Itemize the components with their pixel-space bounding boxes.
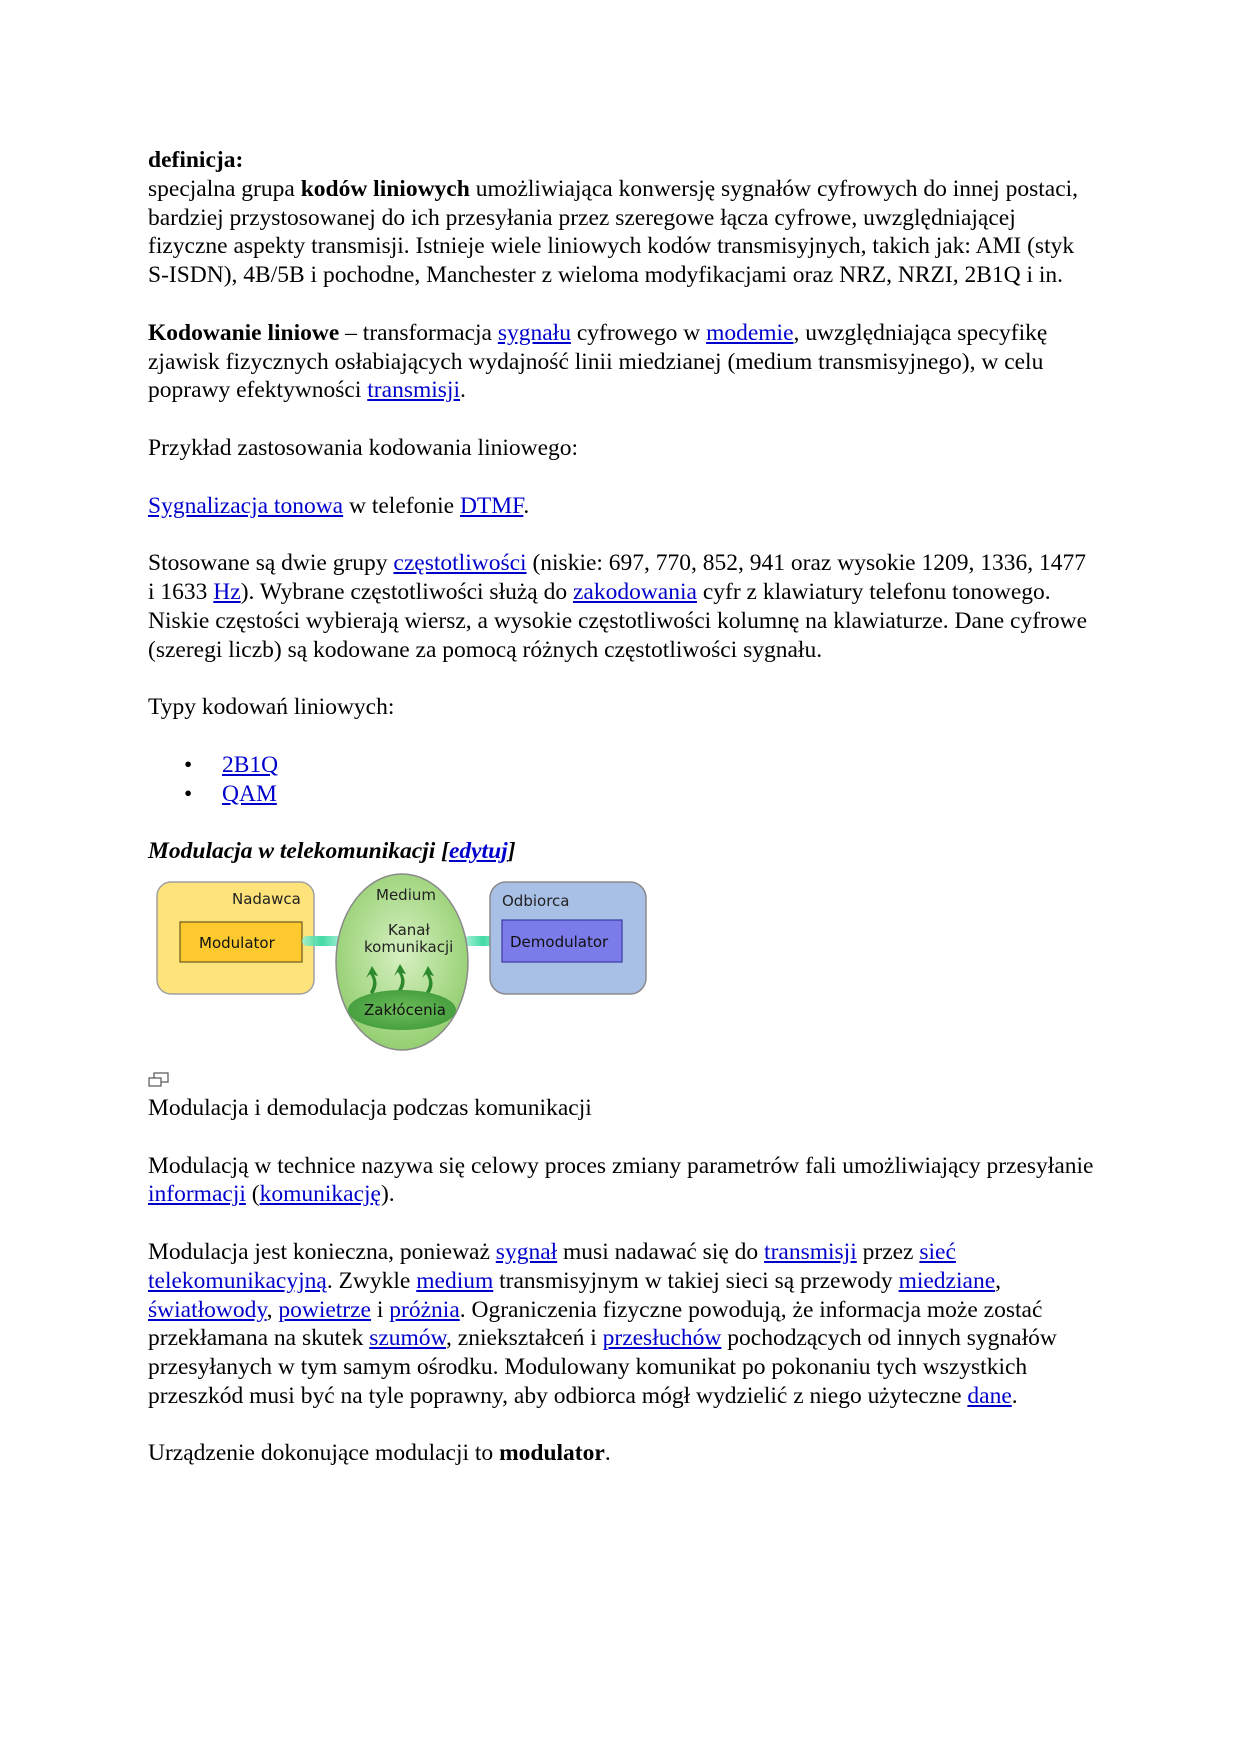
link-modemie[interactable]: modemie — [706, 319, 794, 346]
dtmf-paragraph: Sygnalizacja tonowa w telefonie DTMF. — [148, 492, 530, 519]
link-hz[interactable]: Hz — [213, 578, 241, 605]
link-transmisji-2[interactable]: transmisji — [764, 1238, 857, 1265]
wire-left — [302, 936, 342, 946]
definition-heading: definicja: — [148, 147, 244, 173]
list-item — [148, 751, 1098, 780]
sender-label: Nadawca — [232, 889, 301, 908]
modulation-diagram — [156, 872, 656, 1062]
section-heading-modulacja: Modulacja w telekomunikacji [edytuj] — [148, 838, 516, 865]
link-2b1q[interactable]: 2B1Q — [222, 751, 279, 778]
czestotliwosci-paragraph: Stosowane są dwie grupy częstotliwości (niskie: 697, 770, 852, 941 oraz wysokie 1209, 1336, 1477 i 1633 Hz). Wybrane częstotliwości służą do zakodowania cyfr z klawiatury telefonu tonowego. Niskie częstości wybierają wiersz, a wysokie częstotliwości kolumnę na klawiaturze. Dane cyfrowe (szeregi liczb) są kodowane za pomocą różnych częstotliwości sygnału. — [148, 550, 1088, 663]
link-powietrze[interactable]: powietrze — [278, 1296, 371, 1323]
link-komunikacje[interactable]: komunikację — [259, 1181, 381, 1208]
modulacja-definition-paragraph: Modulacją w technice nazywa się celowy proces zmiany parametrów fali umożliwiający przesyłanie informacji (komunikację). — [148, 1152, 1094, 1208]
modulation-diagram-svg — [156, 872, 656, 1062]
definition-paragraph: specjalna grupa kodów liniowych umożliwiająca konwersję sygnałów cyfrowych do innej postaci, bardziej przystosowanej do ich przesyłania przez szeregowe łącza cyfrowe, uwzględniającej fizyczne aspekty transmisji. Istnieje wiele liniowych kodów transmisyjnych, takich jak: AMI (styk S-ISDN), 4B/5B i pochodne, Manchester z wieloma modyfikacjami oraz NRZ, NRZI, 2B1Q i in. — [148, 175, 1079, 289]
link-swiatlowody[interactable]: światłowody — [148, 1296, 267, 1323]
link-zakodowania[interactable]: zakodowania — [572, 578, 697, 605]
list-item — [148, 780, 1098, 809]
medium-label: Medium — [376, 885, 436, 904]
link-miedziane[interactable]: miedziane — [898, 1267, 996, 1294]
channel-label-1: Kanał — [388, 920, 430, 939]
demodulator-label: Demodulator — [510, 932, 609, 951]
link-czestotliwosci[interactable]: częstotliwości — [393, 550, 527, 577]
link-szumow[interactable]: szumów — [369, 1325, 447, 1352]
receiver-label: Odbiorca — [502, 891, 570, 910]
edit-link[interactable]: edytuj — [448, 838, 508, 865]
link-dtmf[interactable]: DTMF — [459, 492, 524, 519]
link-przesluchow[interactable]: przesłuchów — [602, 1325, 722, 1352]
kodowanie-paragraph: Kodowanie liniowe – transformacja sygnału cyfrowego w modemie, uwzględniająca specyfikę zjawisk fizycznych osłabiających wydajność linii miedzianej (medium transmisyjnego), w celu poprawy efektywności transmisji. — [148, 319, 1048, 404]
urzadzenie-paragraph: Urządzenie dokonujące modulacji to modulator. — [148, 1440, 611, 1467]
link-medium[interactable]: medium — [416, 1267, 494, 1294]
typy-intro: Typy kodowań liniowych: — [148, 694, 395, 721]
channel-label-2: komunikacji — [364, 937, 454, 956]
link-sygnalizacja-tonowa[interactable]: Sygnalizacja tonowa — [148, 492, 344, 519]
link-informacji[interactable]: informacji — [148, 1181, 246, 1208]
enlarge-icon[interactable] — [148, 1072, 170, 1088]
modulacja-konieczna-paragraph: Modulacja jest konieczna, ponieważ sygnał musi nadawać się do transmisji przez sieć telekomunikacyjną. Zwykle medium transmisyjnym w takiej sieci są przewody miedziane, światłowody, powietrze i próżnia. Ograniczenia fizyczne powodują, że informacja może zostać przekłamana na skutek szumów, zniekształceń i przesłuchów pochodzących od innych sygnałów przesyłanych w tym samym ośrodku. Modulowany komunikat po pokonaniu tych wszystkich przeszkód musi być na tyle poprawny, aby odbiorca mógł wydzielić z niego użyteczne dane. — [148, 1238, 1057, 1409]
link-siec-telekomunikacyjna[interactable]: sieć telekomunikacyjną — [148, 1238, 956, 1294]
link-qam[interactable]: QAM — [222, 780, 277, 807]
przyklad-paragraph: Przykład zastosowania kodowania liniowego: — [148, 434, 579, 461]
noise-label: Zakłócenia — [364, 1000, 446, 1019]
link-sygnal[interactable]: sygnał — [495, 1238, 558, 1265]
modulator-label: Modulator — [199, 933, 275, 952]
diagram-caption: Modulacja i demodulacja podczas komunikacji — [148, 1094, 592, 1121]
link-prozni[interactable]: próżnia — [389, 1296, 460, 1323]
typy-list — [148, 751, 1098, 809]
link-dane[interactable]: dane — [967, 1382, 1012, 1409]
link-sygnalu[interactable]: sygnału — [497, 319, 571, 346]
document-body — [148, 146, 1098, 1468]
link-transmisji[interactable]: transmisji — [367, 377, 460, 404]
